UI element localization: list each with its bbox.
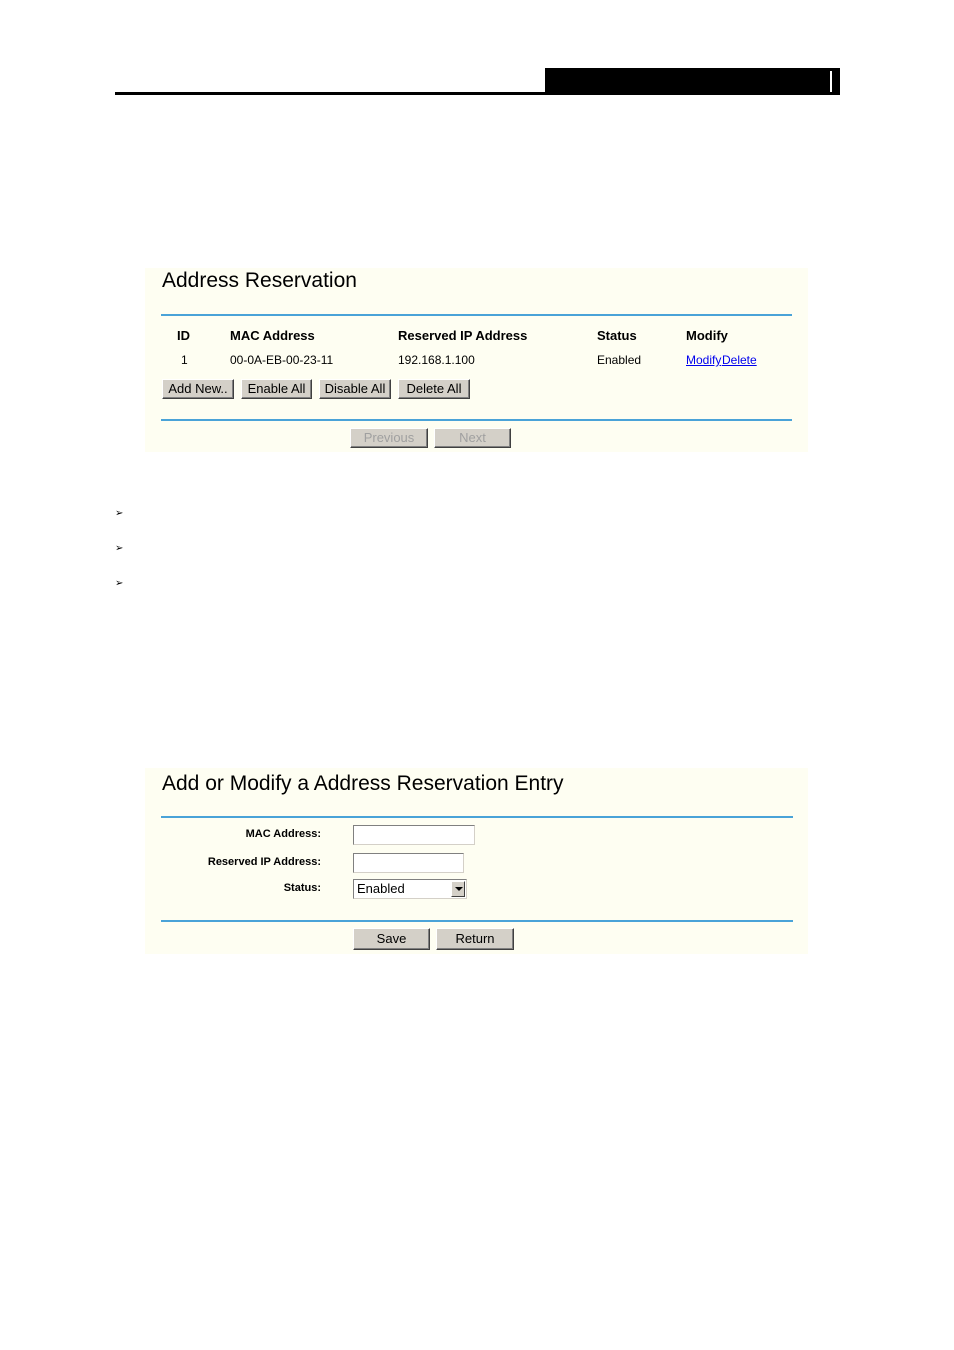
column-header-status: Status <box>597 328 637 343</box>
address-reservation-title: Address Reservation <box>162 269 357 292</box>
row-modify-link[interactable]: Modify <box>686 353 722 367</box>
previous-button[interactable]: Previous <box>350 428 428 448</box>
add-new-button[interactable]: Add New.. <box>162 379 234 399</box>
row-delete-link[interactable]: Delete <box>722 353 757 367</box>
entry-form-panel <box>145 768 808 954</box>
header-bar-notch <box>830 71 832 92</box>
bullet-icon: ➢ <box>115 543 124 554</box>
row-mac: 00-0A-EB-00-23-11 <box>230 353 334 367</box>
title-divider <box>161 816 793 818</box>
bullet-icon: ➢ <box>115 578 124 589</box>
mac-address-label: MAC Address: <box>245 828 321 840</box>
return-button[interactable]: Return <box>436 928 514 950</box>
bullet-icon: ➢ <box>115 508 124 519</box>
mac-label-wrap <box>161 828 321 842</box>
next-button[interactable]: Next <box>434 428 511 448</box>
mac-address-input[interactable] <box>353 825 475 845</box>
enable-all-button[interactable]: Enable All <box>241 379 312 399</box>
row-ip: 192.168.1.100 <box>398 353 475 367</box>
column-header-mac: MAC Address <box>230 328 315 343</box>
row-status: Enabled <box>597 353 642 367</box>
ip-label-wrap <box>161 856 321 870</box>
column-header-modify: Modify <box>686 328 728 343</box>
column-header-id: ID <box>177 328 190 343</box>
address-reservation-panel <box>145 268 808 452</box>
column-header-ip: Reserved IP Address <box>398 328 528 343</box>
disable-all-button[interactable]: Disable All <box>319 379 391 399</box>
status-label-wrap <box>161 882 321 896</box>
title-divider <box>161 314 792 316</box>
row-id: 1 <box>181 353 188 367</box>
entry-form-title: Add or Modify a Address Reservation Entry <box>162 772 564 795</box>
chevron-down-icon[interactable] <box>451 881 465 897</box>
buttons-divider <box>161 920 793 922</box>
status-select[interactable] <box>353 879 467 899</box>
reserved-ip-input[interactable] <box>353 853 464 873</box>
header-bar <box>545 68 840 94</box>
save-button[interactable]: Save <box>353 928 430 950</box>
status-select-value: Enabled <box>357 881 405 896</box>
buttons-divider <box>161 419 792 421</box>
reserved-ip-label: Reserved IP Address: <box>207 856 321 868</box>
status-label: Status: <box>283 882 321 894</box>
delete-all-button[interactable]: Delete All <box>398 379 470 399</box>
